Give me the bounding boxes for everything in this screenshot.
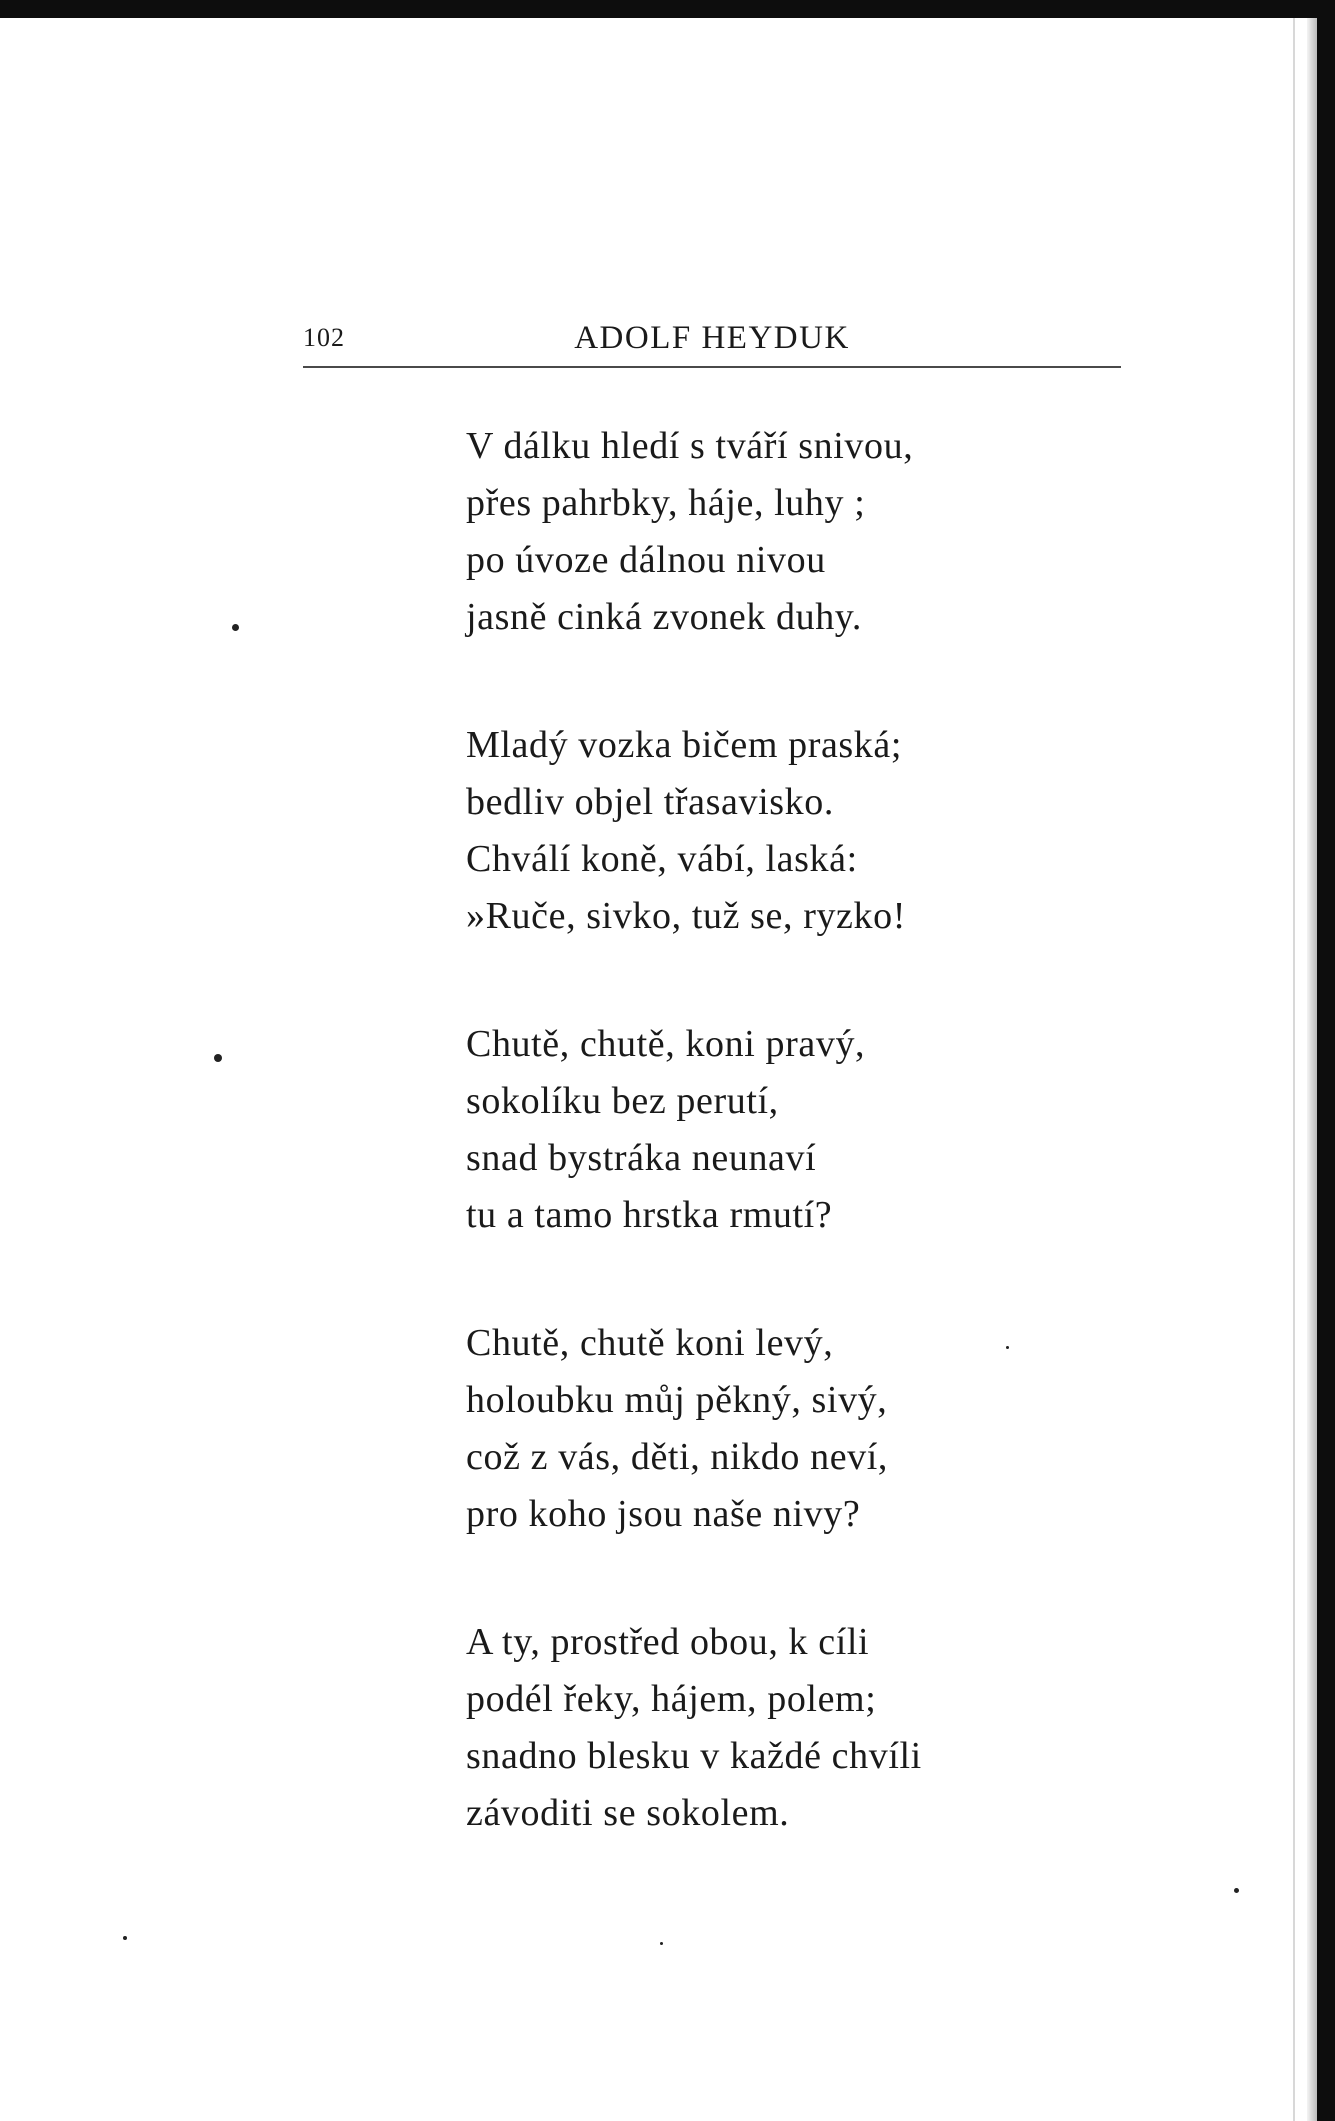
- scan-speck: [1234, 1888, 1239, 1893]
- stanza-3: [466, 1016, 1066, 1244]
- poem-line: A ty, prostřed obou, k cíli: [466, 1621, 870, 1663]
- scan-speck: [1006, 1346, 1009, 1349]
- poem-line: jasně cinká zvonek duhy.: [466, 596, 863, 638]
- page-number: 102: [303, 323, 345, 352]
- poem-line: bedliv objel třasavisko.: [466, 781, 834, 823]
- page-edge: [1293, 18, 1295, 2121]
- poem-line: Mladý vozka bičem praská;: [466, 724, 903, 766]
- scan-border-top: [0, 0, 1335, 18]
- scan-border-right: [1317, 0, 1335, 2121]
- poem-line: tu a tamo hrstka rmutí?: [466, 1194, 833, 1236]
- poem-body: [466, 418, 1066, 1913]
- stanza-1: [466, 418, 1066, 646]
- poem-line: holoubku můj pěkný, sivý,: [466, 1379, 888, 1421]
- poem-line: podél řeky, hájem, polem;: [466, 1678, 877, 1720]
- poem-line: Chválí koně, vábí, laská:: [466, 838, 858, 880]
- scan-speck: [123, 1936, 127, 1940]
- poem-line: což z vás, děti, nikdo neví,: [466, 1436, 889, 1478]
- stanza-4: [466, 1315, 1066, 1543]
- scan-speck: [214, 1054, 222, 1062]
- scan-speck: [232, 624, 239, 631]
- poem-line: po úvoze dálnou nivou: [466, 539, 826, 581]
- poem-line: V dálku hledí s tváří snivou,: [466, 425, 914, 467]
- stanza-5: [466, 1614, 1066, 1842]
- poem-line: pro koho jsou naše nivy?: [466, 1493, 861, 1535]
- stanza-2: [466, 717, 1066, 945]
- scan-gutter-shadow: [1307, 18, 1317, 2121]
- poem-line: sokolíku bez perutí,: [466, 1080, 779, 1122]
- running-head: [303, 318, 1121, 368]
- header-rule: [303, 366, 1121, 368]
- poem-line: přes pahrbky, háje, luhy ;: [466, 482, 866, 524]
- poem-line: »Ruče, sivko, tuž se, ryzko!: [466, 895, 906, 937]
- poem-line: Chutě, chutě koni levý,: [466, 1322, 834, 1364]
- poem-line: snadno blesku v každé chvíli: [466, 1735, 922, 1777]
- scan-speck: [660, 1942, 663, 1945]
- poem-line: Chutě, chutě, koni pravý,: [466, 1023, 866, 1065]
- running-title: ADOLF HEYDUK: [574, 320, 850, 356]
- poem-line: závoditi se sokolem.: [466, 1792, 790, 1834]
- poem-line: snad bystráka neunaví: [466, 1137, 817, 1179]
